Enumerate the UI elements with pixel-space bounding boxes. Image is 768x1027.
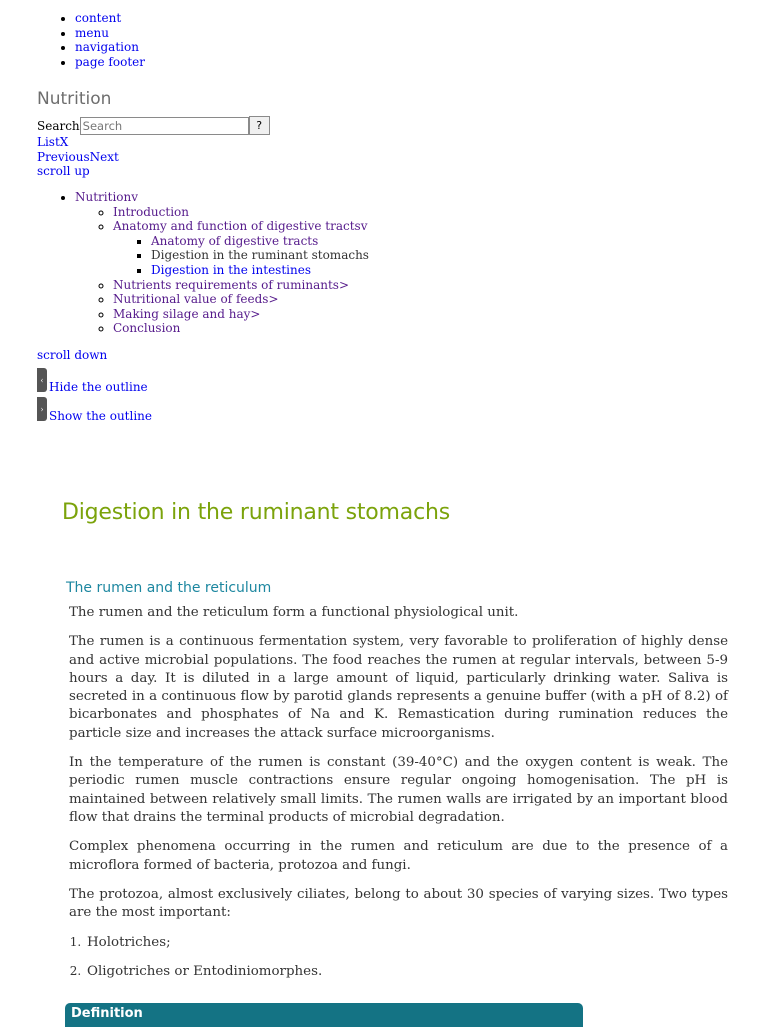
paragraph: In the temperature of the rumen is constant (39-40°C) and the oxygen content is weak. The periodic rumen muscle contractions ensure regular ongoing homogenisation. The pH is maintained between relatively small limits. The rumen walls are irrigated by an important blood flow that drains the terminal products of microbial degradation. — [69, 755, 728, 825]
close-link[interactable]: X — [59, 135, 69, 149]
outline-item — [113, 307, 369, 322]
outline-subitem — [151, 234, 369, 249]
skip-link-item — [75, 26, 145, 41]
section-title: The rumen and the reticulum — [66, 580, 272, 596]
paragraph: The rumen is a continuous fermentation system, very favorable to proliferation of highly dense and active microbial populations. The food reaches the rumen at regular intervals, between 5-9 hours a day. It is diluted in a large amount of liquid, particularly drinking water. Saliva is secreted in a continuous flow by parotid glands represents a genuine buffer (with a pH of 8.2) of bicarbonates and phosphates of Na and K. Remastication during rumination reduces the particle size and increases the attack surface microorganisms. — [69, 634, 728, 741]
next-link[interactable]: Next — [89, 149, 119, 164]
previous-link[interactable]: Previous — [37, 149, 90, 164]
page-title: Digestion in the ruminant stomachs — [62, 500, 450, 525]
hide-outline-link[interactable]: Hide the outline — [49, 380, 148, 394]
collapse-marker: > — [250, 306, 261, 321]
outline-root-label: Nutrition — [75, 190, 132, 204]
skip-links — [37, 11, 145, 69]
outline-item-label: Anatomy and function of digestive tracts — [113, 219, 361, 234]
outline-item — [113, 278, 369, 293]
chevron-right-icon[interactable]: › — [37, 397, 47, 421]
outline-subitem — [151, 263, 369, 278]
show-outline-row — [37, 395, 152, 423]
expand-marker: v — [360, 219, 368, 234]
definition-header: Definition — [65, 1003, 583, 1027]
outline-item — [113, 292, 369, 307]
site-title: Nutrition — [37, 89, 112, 109]
list-close-row — [37, 135, 119, 150]
chevron-left-icon[interactable]: ‹ — [37, 368, 47, 392]
expand-marker: v — [131, 190, 139, 204]
search-label: Search — [37, 118, 80, 133]
outline-item — [113, 205, 369, 220]
outline-subitem-current — [151, 248, 369, 263]
show-outline-link[interactable]: Show the outline — [49, 409, 153, 423]
outline-link-intestines[interactable]: Digestion in the intestines — [151, 262, 311, 277]
outline-link-anatomy-tracts[interactable]: Anatomy of digestive tracts — [151, 233, 319, 248]
main-content — [69, 604, 728, 990]
search-button[interactable]: ? — [249, 116, 270, 135]
skip-to-content-link[interactable]: content — [75, 11, 122, 25]
outline-link-silage[interactable] — [113, 307, 260, 321]
scroll-up-row — [37, 164, 119, 179]
collapse-marker: > — [338, 277, 349, 292]
outline-item — [113, 219, 369, 277]
outline-item-label: Nutrients requirements of ruminants — [113, 277, 339, 292]
paragraph: Complex phenomena occurring in the rumen and reticulum are due to the presence of a microflora formed of bacteria, protozoa and fungi. — [69, 839, 728, 873]
outline-current-page: Digestion in the ruminant stomachs — [151, 248, 369, 263]
outline-level-3 — [113, 234, 369, 278]
search-input[interactable] — [80, 117, 249, 135]
outline-link-introduction[interactable]: Introduction — [113, 204, 189, 219]
prev-next-row — [37, 150, 119, 165]
scroll-down-link[interactable]: scroll down — [37, 348, 108, 362]
navigation-links — [37, 135, 119, 179]
outline-link-feeds[interactable] — [113, 292, 279, 306]
outline-link-nutrients[interactable] — [113, 278, 349, 292]
paragraph: The protozoa, almost exclusively ciliates, belong to about 30 species of varying sizes. Two types are the most important: — [69, 886, 728, 921]
skip-link-item — [75, 40, 145, 55]
search-bar — [37, 116, 270, 135]
outline-tree — [37, 190, 369, 336]
list-item: 1. Holotriches; — [85, 933, 728, 952]
skip-to-navigation-link[interactable]: navigation — [75, 40, 139, 55]
outline-root — [75, 190, 369, 336]
outline-item — [113, 321, 369, 336]
outline-root-link[interactable] — [75, 190, 138, 204]
skip-link-item — [75, 11, 145, 26]
outline-item-label: Making silage and hay — [113, 306, 251, 321]
outline-link-anatomy-function[interactable] — [113, 219, 368, 233]
collapse-marker: > — [268, 292, 279, 307]
list-item: 2. Oligotriches or Entodiniomorphes. — [85, 962, 728, 981]
skip-to-footer-link[interactable]: page footer — [75, 54, 145, 69]
skip-link-item — [75, 55, 145, 70]
hide-outline-row — [37, 366, 148, 394]
paragraph: The rumen and the reticulum form a functional physiological unit. — [69, 605, 519, 620]
protozoa-types-list — [69, 933, 728, 981]
outline-level-2 — [75, 205, 369, 336]
scroll-up-link[interactable]: scroll up — [37, 164, 90, 179]
outline-link-conclusion[interactable]: Conclusion — [113, 321, 181, 336]
list-link[interactable]: List — [37, 135, 60, 149]
outline-item-label: Nutritional value of feeds — [113, 292, 269, 307]
skip-to-menu-link[interactable]: menu — [75, 25, 109, 40]
